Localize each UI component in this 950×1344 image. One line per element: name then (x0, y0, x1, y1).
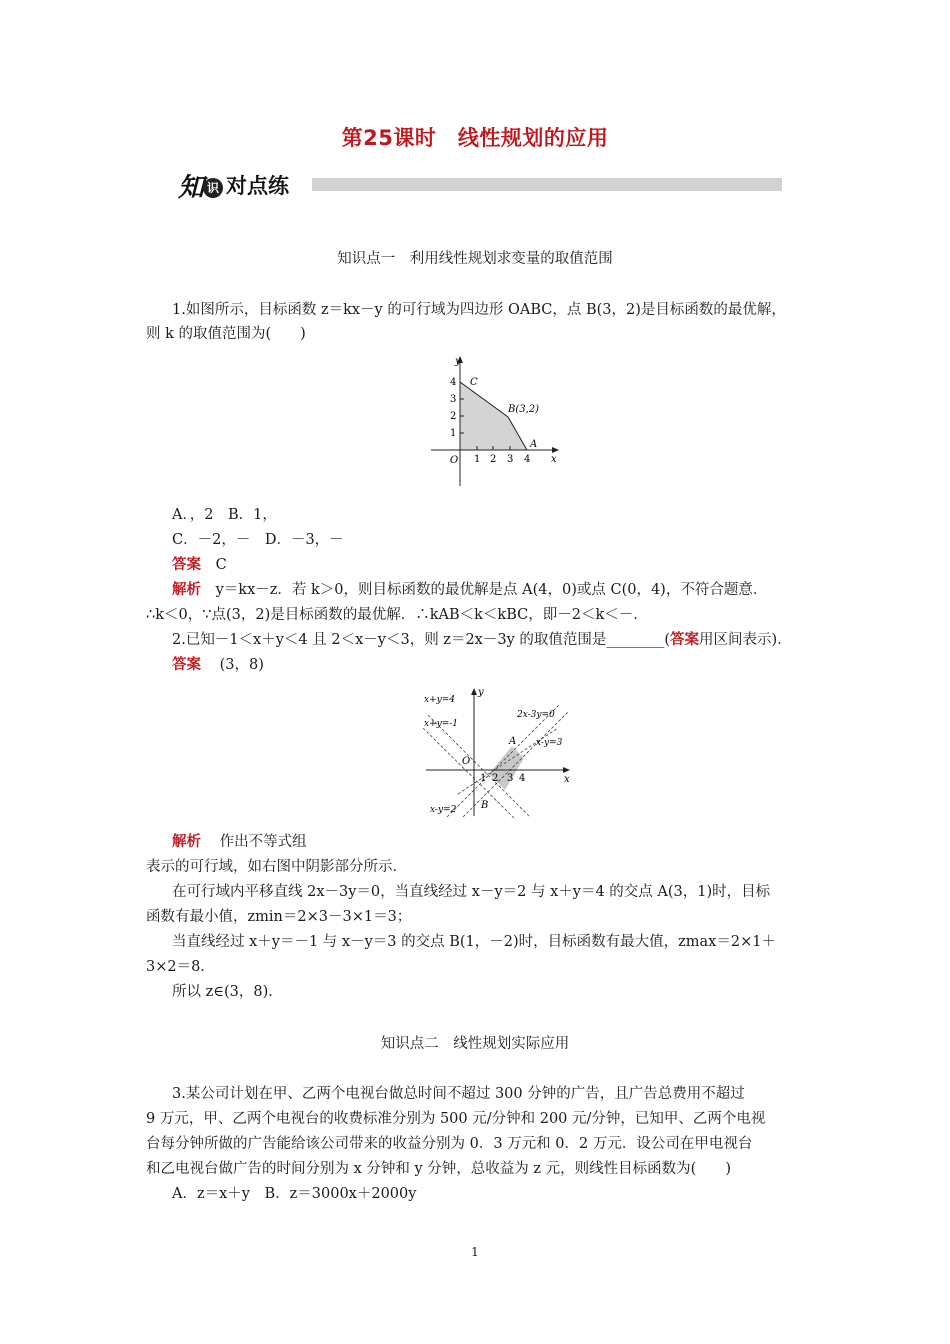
q2-analysis-text-1: 作出不等式组 (219, 834, 307, 850)
q2-analysis-line-4: 函数有最小值，zmin＝2×3－3×1＝3； (146, 909, 412, 925)
q2-analysis-line-6: 3×2＝8． (146, 959, 215, 975)
q3-option-a: A．z＝x＋y B．z＝3000x＋2000y (172, 1186, 417, 1202)
q1-analysis (172, 580, 767, 600)
q1-option-a: A．，2 B．1， (172, 507, 277, 523)
banner-shi-badge: 识 (203, 178, 223, 198)
fig1-point-a: A (530, 439, 538, 450)
q3-line-4: 和乙电视台做广告的时间分别为 x 分钟和 y 分钟，总收益为 z 元，则线性目标函数为( ) (146, 1161, 731, 1177)
fig2-origin-label: O (462, 756, 471, 767)
fig2-xtick: 3 (507, 773, 514, 784)
fig1-origin-label: O (450, 455, 459, 466)
fig2-line-label-x-plus-y-minus1: x+y=-1 (424, 719, 459, 729)
fig1-xtick: 4 (524, 454, 531, 465)
fig1-ytick: 3 (450, 394, 457, 405)
fig1-x-label: x (551, 454, 557, 465)
banner-text: 对点练 (226, 174, 290, 198)
q1-option-c: C．－2，－ D．－3，－ (172, 532, 344, 548)
q3-line-2: 9 万元，甲、乙两个电视台的收费标准分别为 500 元/分钟和 200 元/分钟，已知甲、乙两个电视 (146, 1111, 766, 1127)
q1-analysis-text: y＝kx－z．若 k＞0，则目标函数的最优解是点 A(4，0)或点 C(0，4)，不符合题意． (215, 582, 768, 598)
q2-analysis-label: 解析 (172, 834, 201, 850)
fig1-xtick: 2 (490, 454, 497, 465)
figure-2-feasible-region (418, 682, 578, 818)
fig1-y-label: y (455, 356, 461, 367)
q2-analysis-line-7: 所以 z∈(3，8)． (172, 984, 283, 1000)
fig1-xtick: 1 (474, 454, 481, 465)
fig1-ytick: 1 (450, 428, 457, 439)
fig1-ytick: 2 (450, 411, 457, 422)
page-title: 第25课时 线性规划的应用 (341, 126, 609, 150)
q1-answer (172, 555, 227, 575)
page-number: 1 (471, 1245, 479, 1259)
q2-analysis (172, 832, 307, 852)
section-heading-1: 知识点一 利用线性规划求变量的取值范围 (337, 251, 613, 267)
fig2-point-a: A (509, 736, 517, 747)
q2-line-1 (172, 630, 792, 650)
fig2-xtick: 2 (492, 773, 499, 784)
fig2-xtick: 4 (519, 773, 526, 784)
q1-analysis-label: 解析 (172, 582, 201, 598)
q2-analysis-line-5: 当直线经过 x＋y＝－1 与 x－y＝3 的交点 B(1，－2)时，目标函数有最大值，zmax＝2×1＋ (172, 934, 776, 950)
q2-analysis-line-2: 表示的可行域，如右图中阴影部分所示． (146, 859, 407, 875)
q2-answer (172, 655, 264, 675)
fig2-line-label-2x-3y-0: 2x-3y=0 (517, 710, 555, 720)
banner-zhi: 知 (178, 172, 203, 203)
fig2-line-label-x-plus-y-4: x+y=4 (424, 695, 455, 705)
q1-line-1: 1.如图所示，目标函数 z＝kx－y 的可行域为四边形 OABC，点 B(3，2)是目标函数的最优解， (172, 302, 786, 318)
fig1-xtick: 3 (507, 454, 514, 465)
fig2-x-label: x (564, 774, 570, 785)
q2-line-1-answer-word: 答案 (670, 632, 700, 648)
fig1-point-c: C (470, 377, 478, 388)
q2-answer-label: 答案 (172, 657, 201, 673)
fig2-xtick: 1 (480, 773, 487, 784)
q1-analysis-line-2: ∴k＜0，∵点(3，2)是目标函数的最优解．∴kAB＜k＜kBC，即－2＜k＜－． (146, 607, 648, 623)
fig1-ytick: 4 (450, 377, 457, 388)
q1-line-2: 则 k 的取值范围为( ) (146, 326, 306, 342)
q1-answer-value: C (215, 557, 227, 573)
banner-bar (312, 178, 782, 191)
q3-line-3: 台每分钟所做的广告能给该公司带来的收益分别为 0．3 万元和 0．2 万元．设公司在甲电视台 (146, 1136, 753, 1152)
fig2-y-label: y (478, 687, 484, 698)
q2-analysis-line-3: 在可行域内平移直线 2x－3y＝0，当直线经过 x－y＝2 与 x＋y＝4 的交点 A(3，1)时，目标 (172, 884, 771, 900)
q1-answer-label: 答案 (172, 557, 201, 573)
q2-line-1-c: 用区间表示)． (699, 632, 792, 648)
section-heading-2: 知识点二 线性规划实际应用 (380, 1036, 570, 1052)
q2-answer-value: (3，8) (219, 657, 264, 673)
q2-line-1-a: 2.已知－1＜x＋y＜4 且 2＜x－y＜3，则 z＝2x－3y 的取值范围是________( (172, 632, 671, 648)
q3-line-1: 3.某公司计划在甲、乙两个电视台做总时间不超过 300 分钟的广告，且广告总费用不超过 (172, 1086, 745, 1102)
fig1-point-b: B(3,2) (508, 404, 540, 415)
fig2-line-label-x-minus-y-3: x-y=3 (536, 738, 563, 748)
fig2-point-b: B (481, 800, 489, 811)
practice-banner-logo (178, 168, 289, 202)
figure-1-feasible-region (425, 350, 565, 490)
fig2-line-label-x-minus-y-2: x-y=2 (430, 805, 457, 815)
